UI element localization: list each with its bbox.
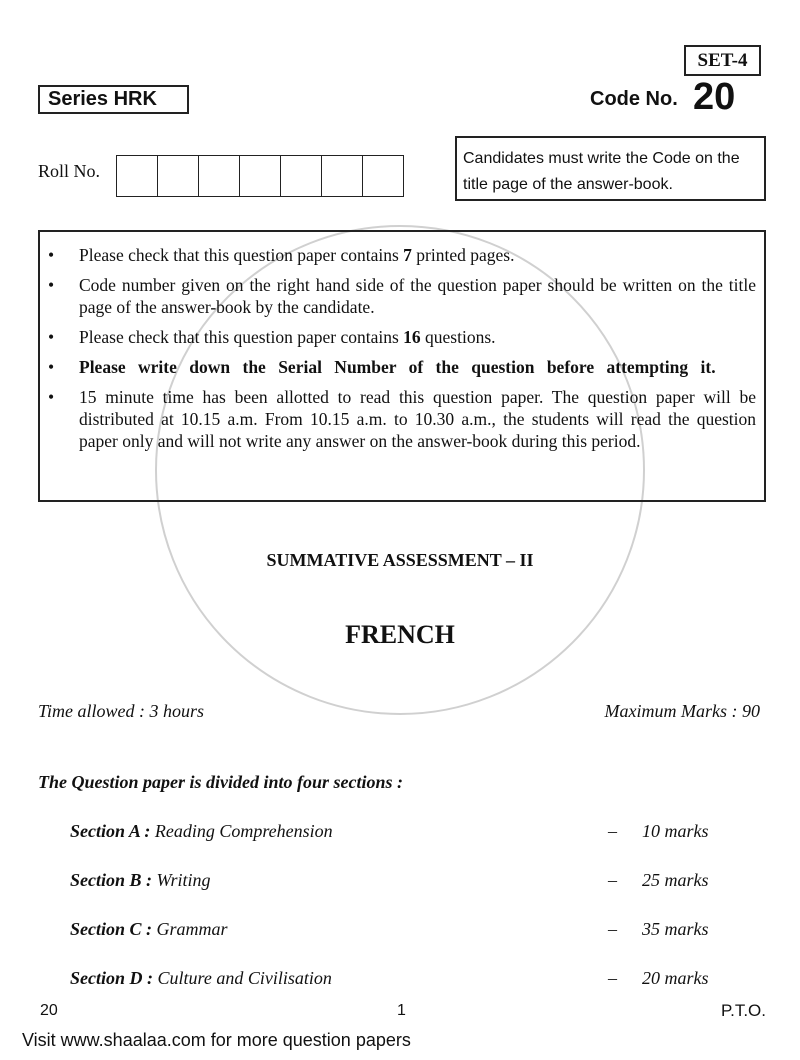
- roll-number-boxes[interactable]: [116, 155, 404, 197]
- code-note-line: title page of the answer-book.: [463, 176, 673, 193]
- code-note-line: Candidates must write the Code on the: [463, 150, 740, 167]
- section-b-label: Section B : Writing: [70, 870, 211, 890]
- bullet-icon: •: [48, 245, 55, 265]
- code-note-box: [455, 136, 766, 201]
- section-d-label: Section D : Culture and Civilisation: [70, 968, 332, 988]
- maximum-marks: Maximum Marks : 90: [604, 701, 760, 721]
- code-label: Code No.: [590, 88, 678, 110]
- section-c-label: Section C : Grammar: [70, 919, 228, 939]
- roll-label: Roll No.: [38, 161, 101, 181]
- roll-cell[interactable]: [199, 156, 240, 196]
- section-dash: –: [608, 919, 617, 939]
- section-b-marks: 25 marks: [642, 870, 709, 890]
- subject-title: FRENCH: [345, 620, 455, 649]
- bullet-icon: •: [48, 275, 55, 295]
- instruction-item: • Please check that this question paper contains 16 questions.: [48, 327, 496, 347]
- assessment-title: SUMMATIVE ASSESSMENT – II: [266, 550, 534, 570]
- section-a-label: Section A : Reading Comprehension: [70, 821, 333, 841]
- bullet-icon: •: [48, 357, 55, 377]
- footer-code: 20: [40, 1002, 58, 1019]
- instructions-box: [38, 230, 766, 502]
- footer-page-number: 1: [397, 1002, 406, 1019]
- footer-pto: P.T.O.: [720, 1001, 766, 1020]
- roll-cell[interactable]: [117, 156, 158, 196]
- series-badge: Series HRK: [38, 85, 189, 114]
- roll-cell[interactable]: [363, 156, 403, 196]
- instruction-item: • 15 minute time has been allotted to read this question paper. The question paper will be distributed at 10.15 a.m. From 10.15 a.m. to 10.30 a.m., the students will read the question paper only and will not write any answer on the answer-book during this period.: [48, 387, 756, 451]
- instruction-item: • Please check that this question paper contains 7 printed pages.: [48, 245, 515, 265]
- instruction-item: • Code number given on the right hand side of the question paper should be written on the title page of the answer-book by the candidate.: [48, 275, 756, 317]
- roll-cell[interactable]: [158, 156, 199, 196]
- set-badge: SET-4: [684, 45, 761, 76]
- time-allowed: Time allowed : 3 hours: [38, 701, 205, 721]
- section-dash: –: [608, 870, 617, 890]
- section-dash: –: [608, 968, 617, 988]
- bullet-icon: •: [48, 327, 55, 347]
- sections-heading: The Question paper is divided into four sections :: [38, 772, 404, 792]
- roll-cell[interactable]: [281, 156, 322, 196]
- roll-cell[interactable]: [322, 156, 363, 196]
- roll-cell[interactable]: [240, 156, 281, 196]
- instruction-item: • Please write down the Serial Number of the question before attempting it.: [48, 357, 716, 377]
- section-dash: –: [608, 821, 617, 841]
- section-c-marks: 35 marks: [642, 919, 709, 939]
- section-d-marks: 20 marks: [642, 968, 709, 988]
- section-a-marks: 10 marks: [642, 821, 709, 841]
- footer-visit-link[interactable]: Visit www.shaalaa.com for more question papers: [22, 1030, 411, 1050]
- bullet-icon: •: [48, 387, 55, 407]
- code-number: 20: [693, 76, 736, 118]
